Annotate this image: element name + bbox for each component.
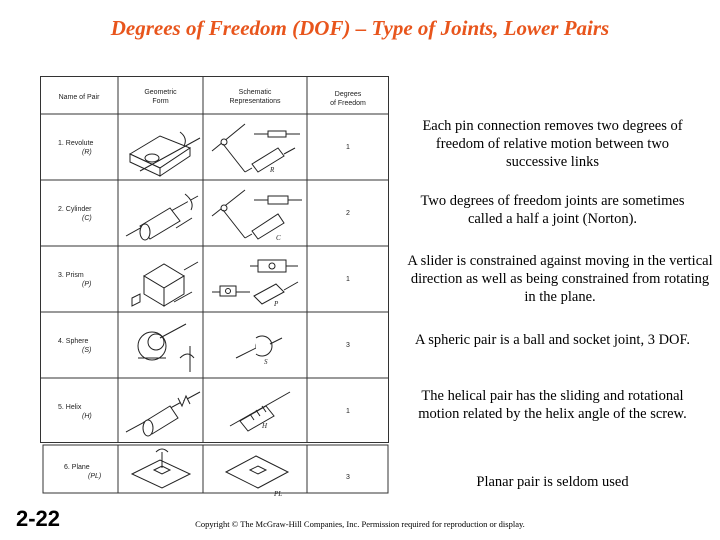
dof-revolute: 1 (346, 144, 350, 151)
header-schematic: Schematic Representations (229, 89, 281, 105)
row-helix-name: 5. Helix (H) (58, 404, 92, 420)
label-prism: P (274, 300, 279, 308)
prism-geometric-icon (132, 262, 198, 306)
note-prism: A slider is constrained against moving in the vertical direction as well as being constrained from rotating in the plane. (407, 253, 713, 305)
header-name-of-pair: Name of Pair (58, 94, 100, 101)
label-revolute: R (270, 166, 275, 174)
slide-title: Degrees of Freedom (DOF) – Type of Joints, Lower Pairs (110, 16, 610, 40)
dof-cylinder: 2 (346, 210, 350, 217)
sphere-geometric-icon (138, 324, 194, 372)
helix-geometric-icon (126, 392, 200, 436)
joint-types-table (40, 76, 390, 496)
dof-sphere: 3 (346, 342, 350, 349)
prism-schematic-icon (212, 260, 298, 304)
label-helix: H (262, 422, 268, 430)
revolute-schematic-icon (212, 124, 300, 172)
dof-prism: 1 (346, 276, 350, 283)
note-revolute: Each pin connection removes two degrees of freedom of relative motion between two successive links (422, 118, 683, 170)
row-sphere-name: 4. Sphere (S) (58, 338, 92, 354)
plane-schematic-icon (226, 456, 288, 488)
cylinder-geometric-icon (126, 194, 198, 240)
dof-helix: 1 (346, 408, 350, 415)
note-plane: Planar pair is seldom used (476, 474, 629, 490)
plane-geometric-icon (132, 449, 190, 488)
label-plane: PL (274, 490, 283, 498)
note-helix: The helical pair has the sliding and rotational motion related by the helix angle of the screw. (418, 388, 687, 422)
row-cylinder-name: 2. Cylinder (C) (58, 206, 92, 222)
revolute-geometric-icon (130, 132, 200, 176)
note-cylinder: Two degrees of freedom joints are sometimes called a half a joint (Norton). (420, 193, 685, 227)
slide-number: 2-22 (16, 506, 61, 531)
helix-schematic-icon (230, 392, 290, 431)
label-sphere: S (264, 358, 268, 366)
cylinder-schematic-icon (212, 190, 302, 239)
dof-plane: 3 (346, 474, 350, 481)
note-sphere: A spheric pair is a ball and socket joint, 3 DOF. (414, 332, 691, 348)
copyright-notice: Copyright © The McGraw-Hill Companies, Inc. Permission required for reproduction or display. (195, 519, 525, 529)
row-plane-name: 6. Plane (PL) (64, 464, 102, 480)
header-dof: Degrees of Freedom (330, 91, 366, 107)
row-revolute-name: 1. Revolute (R) (58, 140, 94, 156)
header-geometric: Geometric Form (144, 89, 177, 105)
label-cylinder: C (276, 234, 281, 242)
sphere-schematic-icon (236, 336, 282, 358)
row-prism-name: 3. Prism (P) (58, 272, 92, 288)
